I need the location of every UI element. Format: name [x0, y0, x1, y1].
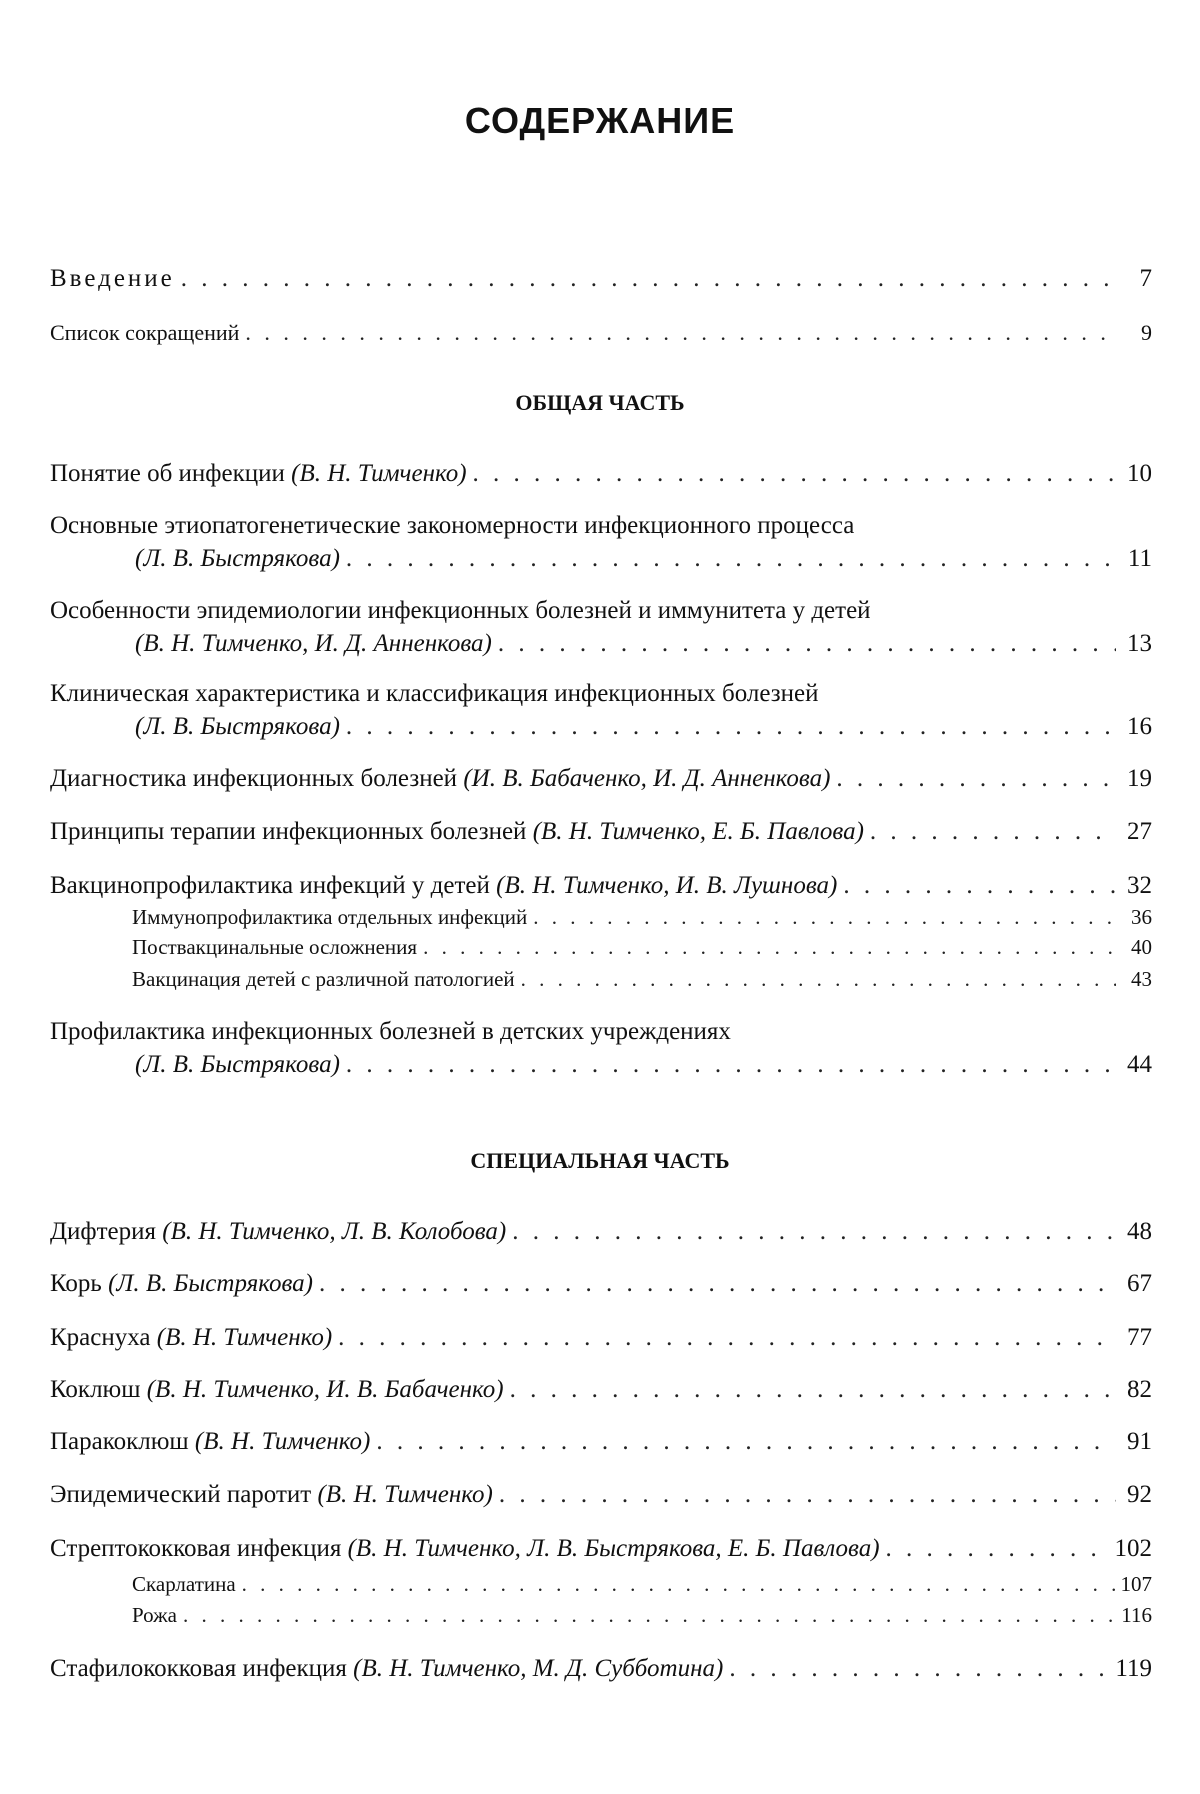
entry-title[interactable]: Основные этиопатогенетические закономерности инфекционного процесса: [50, 512, 855, 539]
entry-title: Стафилококковая инфекция: [50, 1655, 347, 1682]
entry-authors: (И. В. Бабаченко, И. Д. Анненкова): [463, 765, 831, 792]
entry-authors: (В. Н. Тимченко): [291, 460, 467, 487]
leader-dots: [319, 1270, 1116, 1298]
entry-title: Дифтерия: [50, 1218, 157, 1245]
entry-page: 102: [1114, 1535, 1152, 1562]
entry-title: Введение: [50, 265, 175, 292]
toc-entry[interactable]: [50, 1376, 1152, 1406]
toc-entry[interactable]: [50, 460, 1152, 490]
entry-page: 27: [1127, 818, 1152, 845]
entry-page: 32: [1127, 872, 1152, 899]
entry-authors: (В. Н. Тимченко): [317, 1481, 493, 1508]
leader-dots: [473, 460, 1116, 488]
leader-dots: [346, 1051, 1116, 1079]
leader-dots: [870, 818, 1116, 846]
leader-dots: [836, 765, 1116, 793]
toc-entry[interactable]: [50, 1428, 1152, 1458]
entry-page: 9: [1141, 320, 1152, 345]
entry-title: Корь: [50, 1270, 102, 1297]
entry-page: 77: [1127, 1324, 1152, 1351]
leader-dots: [843, 872, 1116, 900]
leader-dots: [729, 1655, 1109, 1683]
entry-title: Иммунопрофилактика отдельных инфекций: [132, 905, 528, 929]
entry-page: 44: [1127, 1051, 1152, 1078]
entry-authors: (Л. В. Быстрякова): [108, 1270, 313, 1297]
leader-dots: [346, 713, 1116, 741]
entry-page: 16: [1127, 713, 1152, 740]
entry-authors: (Л. В. Быстрякова): [135, 1051, 340, 1078]
entry-authors: (Л. В. Быстрякова): [135, 545, 340, 572]
entry-page: 43: [1131, 967, 1152, 991]
entry-authors: (В. Н. Тимченко, И. В. Бабаченко): [146, 1376, 504, 1403]
leader-dots: [521, 967, 1116, 992]
entry-page: 107: [1120, 1572, 1152, 1596]
leader-dots: [245, 320, 1116, 346]
entry-authors: (Л. В. Быстрякова): [135, 713, 340, 740]
entry-authors: (В. Н. Тимченко, Л. В. Колобова): [162, 1218, 507, 1245]
toc-entry[interactable]: [50, 765, 1152, 795]
entry-title[interactable]: Профилактика инфекционных болезней в детских учреждениях: [50, 1018, 731, 1045]
toc-entry[interactable]: [50, 872, 1152, 902]
toc-entry[interactable]: [50, 818, 1152, 848]
entry-title: Принципы терапии инфекционных болезней: [50, 818, 527, 845]
entry-page: 116: [1121, 1603, 1152, 1627]
entry-authors: (В. Н. Тимченко, И. Д. Анненкова): [135, 630, 492, 657]
leader-dots: [512, 1218, 1116, 1246]
toc-subentry[interactable]: [132, 967, 1152, 993]
entry-page: 119: [1115, 1655, 1152, 1682]
entry-page: 67: [1127, 1270, 1152, 1297]
entry-title: Скарлатина: [132, 1572, 236, 1596]
leader-dots: [423, 935, 1116, 960]
entry-page: 7: [1139, 265, 1152, 292]
entry-title: Коклюш: [50, 1376, 141, 1403]
toc-entry[interactable]: [50, 1655, 1152, 1685]
toc-entry-introduction[interactable]: [50, 265, 1152, 295]
toc-entry[interactable]: [50, 1218, 1152, 1248]
entry-page: 13: [1127, 630, 1152, 657]
toc-entry[interactable]: [135, 1051, 1152, 1081]
section-heading-general: ОБЩАЯ ЧАСТЬ: [515, 390, 685, 415]
toc-entry[interactable]: [50, 1481, 1152, 1511]
entry-page: 92: [1127, 1481, 1152, 1508]
toc-entry[interactable]: [50, 1535, 1152, 1565]
entry-title: Список сокращений: [50, 320, 240, 345]
entry-title: Краснуха: [50, 1324, 151, 1351]
entry-title: Стрептококковая инфекция: [50, 1535, 342, 1562]
toc-entry[interactable]: [135, 630, 1152, 660]
leader-dots: [510, 1376, 1116, 1404]
entry-page: 10: [1127, 460, 1152, 487]
toc-subentry[interactable]: [132, 935, 1152, 961]
leader-dots: [533, 905, 1116, 930]
leader-dots: [242, 1572, 1115, 1597]
entry-page: 82: [1127, 1376, 1152, 1403]
leader-dots: [346, 545, 1116, 573]
entry-authors: (В. Н. Тимченко, М. Д. Субботина): [353, 1655, 724, 1682]
leader-dots: [338, 1324, 1116, 1352]
entry-page: 36: [1131, 905, 1152, 929]
toc-subentry[interactable]: [132, 905, 1152, 931]
entry-title: Вакцинопрофилактика инфекций у детей: [50, 872, 490, 899]
toc-entry[interactable]: [135, 713, 1152, 743]
leader-dots: [499, 1481, 1116, 1509]
entry-title: Вакцинация детей с различной патологией: [132, 967, 515, 991]
leader-dots: [498, 630, 1116, 658]
toc-subentry[interactable]: [132, 1572, 1152, 1598]
entry-title: Диагностика инфекционных болезней: [50, 765, 458, 792]
entry-page: 91: [1127, 1428, 1152, 1455]
entry-authors: (В. Н. Тимченко): [194, 1428, 371, 1455]
entry-title: Понятие об инфекции: [50, 460, 285, 487]
entry-title[interactable]: Особенности эпидемиологии инфекционных болезней и иммунитета у детей: [50, 597, 871, 624]
leader-dots: [181, 265, 1116, 293]
entry-title[interactable]: Клиническая характеристика и классификация инфекционных болезней: [50, 680, 819, 707]
entry-title: Поствакцинальные осложнения: [132, 935, 418, 959]
leader-dots: [886, 1535, 1109, 1563]
entry-authors: (В. Н. Тимченко, Е. Б. Павлова): [532, 818, 864, 845]
entry-page: 40: [1131, 935, 1152, 959]
entry-authors: (В. Н. Тимченко): [156, 1324, 333, 1351]
entry-title: Рожа: [132, 1603, 177, 1627]
toc-entry[interactable]: [50, 1324, 1152, 1354]
leader-dots: [376, 1428, 1116, 1456]
toc-entry[interactable]: [50, 1270, 1152, 1300]
entry-page: 11: [1127, 545, 1152, 572]
entry-title: Эпидемический паротит: [50, 1481, 312, 1508]
entry-page: 19: [1127, 765, 1152, 792]
entry-authors: (В. Н. Тимченко, И. В. Лушнова): [496, 872, 838, 899]
toc-entry[interactable]: [135, 545, 1152, 575]
leader-dots: [183, 1603, 1115, 1628]
page-title: СОДЕРЖАНИЕ: [464, 100, 736, 141]
toc-entry-abbreviations[interactable]: [50, 320, 1152, 350]
entry-title: Паракоклюш: [50, 1428, 189, 1455]
section-heading-special: СПЕЦИАЛЬНАЯ ЧАСТЬ: [470, 1148, 730, 1173]
entry-authors: (В. Н. Тимченко, Л. В. Быстрякова, Е. Б. Павлова): [347, 1535, 880, 1562]
entry-page: 48: [1127, 1218, 1152, 1245]
toc-subentry[interactable]: [132, 1603, 1152, 1629]
